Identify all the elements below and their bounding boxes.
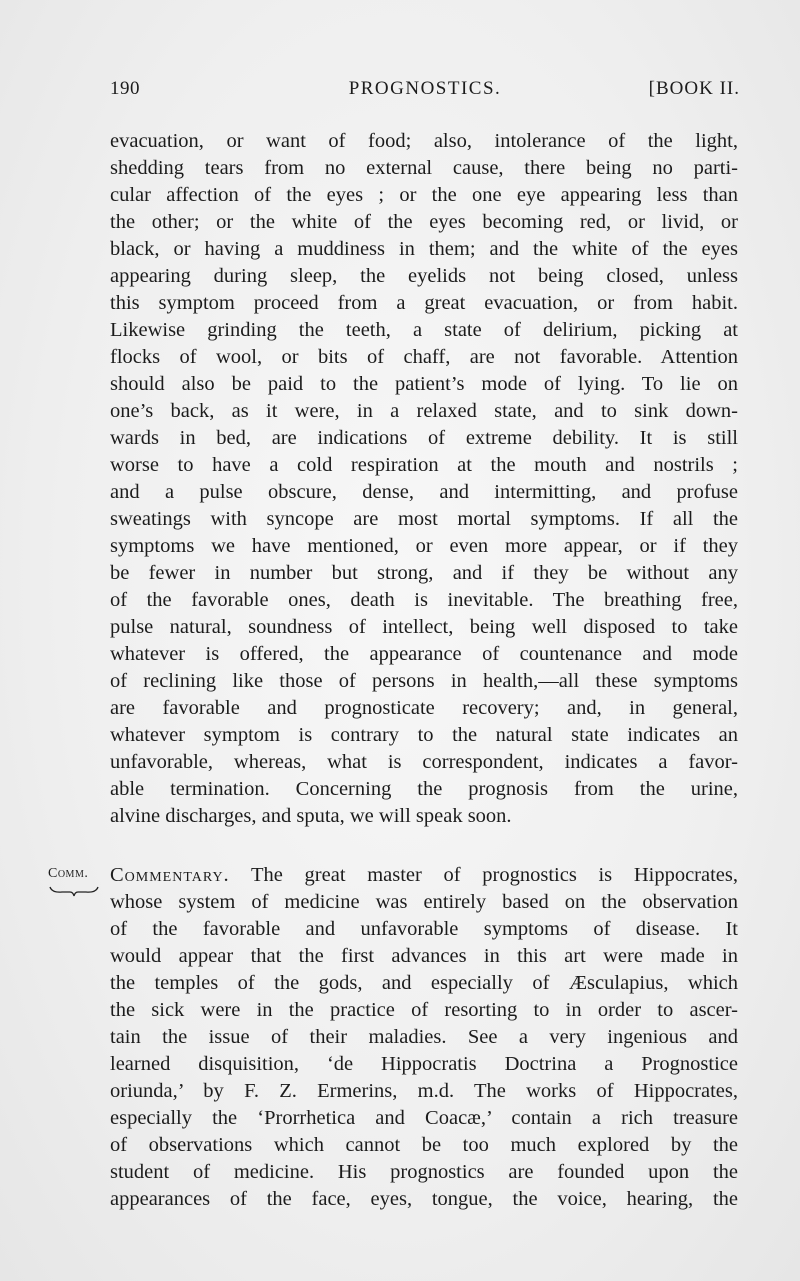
body-line: flocks of wool, or bits of chaff, are not favorable. Attention [110,346,738,368]
commentary-line: tain the issue of their maladies. See a very ingenious and [110,1026,738,1048]
commentary-line: appearances of the face, eyes, tongue, the voice, hearing, the [110,1188,738,1210]
commentary-first-line [110,862,738,889]
running-header [110,78,740,108]
commentary-line: learned disquisition, ‘de Hippocratis Doctrina a Prognostice [110,1053,738,1075]
body-line: whatever is offered, the appearance of countenance and mode [110,643,738,665]
body-line: pulse natural, soundness of intellect, being well disposed to take [110,616,738,638]
body-line: unfavorable, whereas, what is correspondent, indicates a favor- [110,751,738,773]
body-line: are favorable and prognosticate recovery; and, in general, [110,697,738,719]
body-line: appearing during sleep, the eyelids not being closed, unless [110,265,738,287]
body-line: alvine discharges, and sputa, we will speak soon. [110,805,512,827]
body-line: should also be paid to the patient’s mode of lying. To lie on [110,373,738,395]
body-line: shedding tears from no external cause, there being no parti- [110,157,738,179]
commentary-first-line-text: The great master of prognostics is Hippocrates, [229,864,738,886]
body-line: one’s back, as it were, in a relaxed state, and to sink down- [110,400,738,422]
body-line: worse to have a cold respiration at the mouth and nostrils ; [110,454,738,476]
body-line: sweatings with syncope are most mortal symptoms. If all the [110,508,738,530]
body-line: evacuation, or want of food; also, intolerance of the light, [110,130,738,152]
commentary-heading: Commentary. [110,864,230,886]
brace-ornament [48,884,100,898]
body-line: able termination. Concerning the prognosis from the urine, [110,778,738,800]
commentary-line: the sick were in the practice of resorting to in order to ascer- [110,999,738,1021]
body-line: the other; or the white of the eyes becoming red, or livid, or [110,211,738,233]
commentary-line: especially the ‘Prorrhetica and Coacæ,’ contain a rich treasure [110,1107,738,1129]
commentary-line: oriunda,’ by F. Z. Ermerins, m.d. The works of Hippocrates, [110,1080,738,1102]
body-line: wards in bed, are indications of extreme debility. It is still [110,427,738,449]
body-line: and a pulse obscure, dense, and intermitting, and profuse [110,481,738,503]
body-line: symptoms we have mentioned, or even more appear, or if they [110,535,738,557]
body-line: Likewise grinding the teeth, a state of delirium, picking at [110,319,738,341]
body-line: of reclining like those of persons in health,—all these symptoms [110,670,738,692]
body-line: whatever symptom is contrary to the natural state indicates an [110,724,738,746]
commentary-line: whose system of medicine was entirely based on the observation [110,891,738,913]
book-label: [BOOK II. [648,78,740,99]
body-line: of the favorable ones, death is inevitable. The breathing free, [110,589,738,611]
body-line: be fewer in number but strong, and if they be without any [110,562,738,584]
running-title: PROGNOSTICS. [348,78,502,99]
commentary-line: would appear that the first advances in this art were made in [110,945,738,967]
body-line: this symptom proceed from a great evacuation, or from habit. [110,292,738,314]
commentary-line: of observations which cannot be too much explored by the [110,1134,738,1156]
commentary-line: student of medicine. His prognostics are founded upon the [110,1161,738,1183]
commentary-line: the temples of the gods, and especially of Æsculapius, which [110,972,738,994]
body-line: cular affection of the eyes ; or the one eye appearing less than [110,184,738,206]
page-number: 190 [110,78,140,99]
margin-label: Comm. [48,866,89,881]
body-line: black, or having a muddiness in them; and the white of the eyes [110,238,738,260]
commentary-line: of the favorable and unfavorable symptoms of disease. It [110,918,738,940]
